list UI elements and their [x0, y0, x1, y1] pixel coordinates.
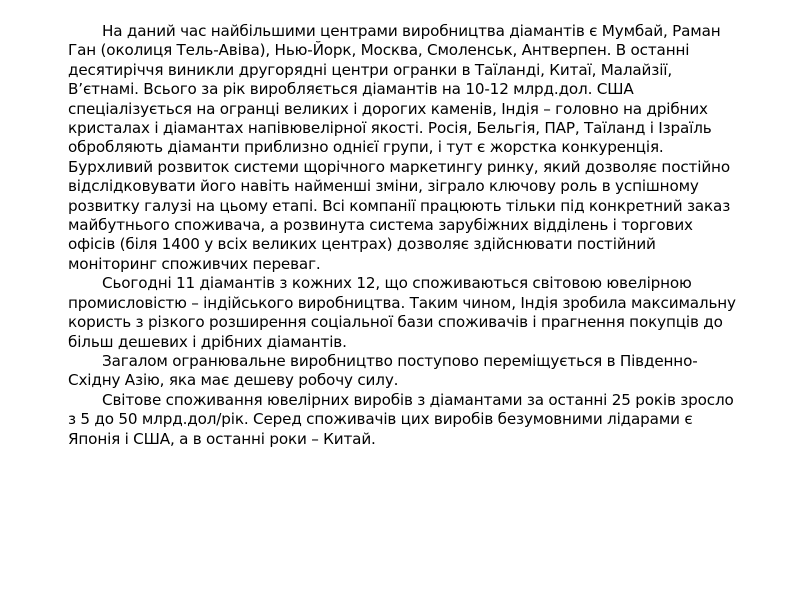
paragraph-3: Загалом огранювальне виробництво поступово переміщується в Південно-Східну Азію, яка має дешеву робочу силу. [68, 351, 698, 390]
paragraph-1: На даний час найбільшими центрами виробництва діамантів є Мумбай, Раман Ган (околиця Тель-Авіва), Нью-Йорк, Москва, Смоленськ, Антверпен. В останні десятиріччя виникли другорядні центри огранки в Таїланді, Китаї, Малайзії, В’єтнамі. Всього за рік виробляється діамантів на 10-12 млрд.дол. США спеціалізується на огранці великих і дорогих каменів, Індія – головно на дрібних кристалах і діамантах напівювелірної якості. Росія, Бельгія, ПАР, Таїланд і Ізраїль обробляють діаманти приблизно однієї групи, і тут є жорстка конкуренція. Бурхливий розвиток системи щорічного маркетингу ринку, який дозволяє постійно відслідковувати його навіть найменші зміни, зіграло ключову роль в успішному розвитку галузі на цьому етапі. Всі компанії працюють тільки під конкретний заказ майбутнього споживача, а розвинута система зарубіжних відділень і торгових офісів (біля 1400 у всіх великих центрах) дозволяє здійснювати постійний моніторинг споживчих переваг. [68, 22, 735, 273]
document-text-body [68, 22, 740, 449]
paragraph-2: Сьогодні 11 діамантів з кожних 12, що споживаються світовою ювелірною промисловістю – індійського виробництва. Таким чином, Індія зробила максимальну користь з різкого розширення соціальної бази споживачів і прагнення покупців до більш дешевих і дрібних діамантів. [68, 274, 741, 351]
paragraph-4: Світове споживання ювелірних виробів з діамантами за останні 25 років зросло з 5 до 50 млрд.дол/рік. Серед споживачів цих виробів безумовними лідарами є Японія і США, а в останні роки – Китай. [68, 390, 739, 448]
